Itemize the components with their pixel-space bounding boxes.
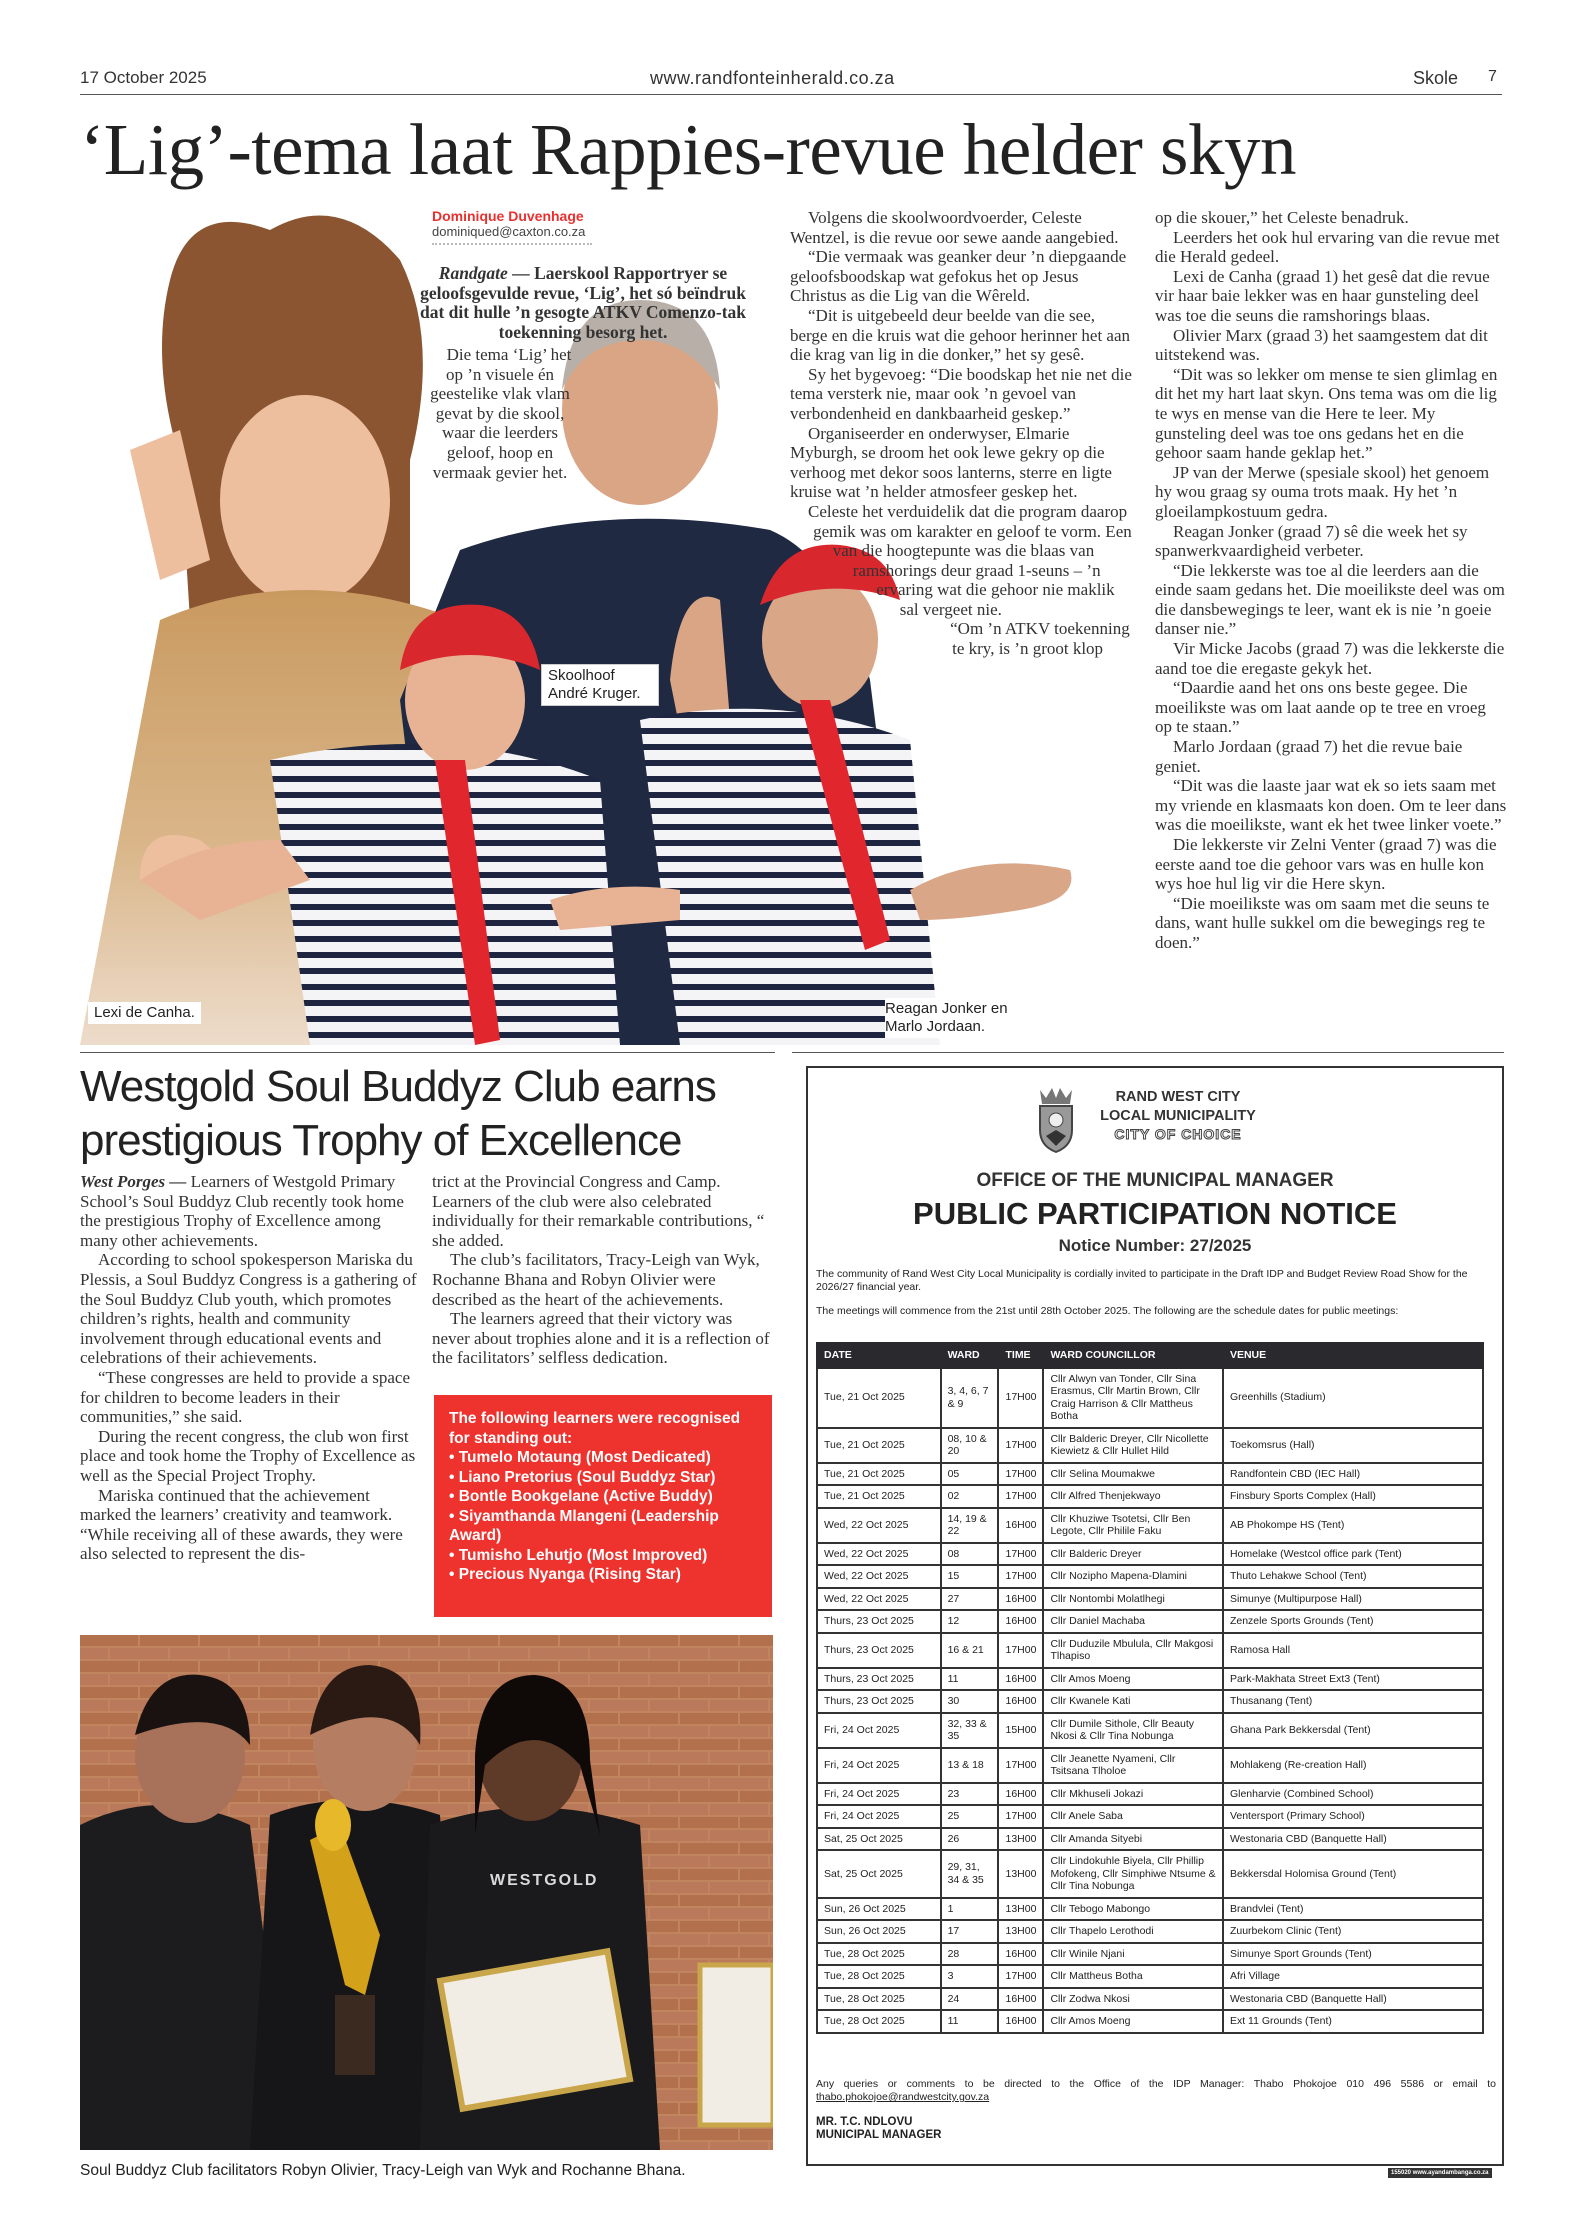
table-row: [817, 1610, 1483, 1633]
venue-cell: Zuurbekom Clinic (Tent): [1223, 1920, 1483, 1943]
notice-intro-2: The meetings will commence from the 21st until 28th October 2025. The following are the schedule dates for public meetings:: [816, 1305, 1399, 1317]
table-row: [817, 1428, 1483, 1463]
bullet-icon: •: [449, 1566, 459, 1583]
section-divider: [80, 1052, 775, 1053]
section-divider: [792, 1052, 1504, 1053]
date-cell: Fri, 24 Oct 2025: [817, 1783, 941, 1806]
recognised-learner: [449, 1448, 757, 1468]
time-cell: 13H00: [998, 1850, 1043, 1898]
councillor-cell: Cllr Winile Njani: [1043, 1943, 1222, 1966]
time-cell: 17H00: [998, 1633, 1043, 1668]
paragraph: Die lekkerste vir Zelni Venter (graad 7) was die eerste aand toe die gehoor vars was en hulle kon wys hoe hul lig vir die Here skyn.: [1155, 835, 1497, 894]
section-name: Skole: [1413, 68, 1459, 88]
date-cell: Sat, 25 Oct 2025: [817, 1828, 941, 1851]
org-line-1: RAND WEST CITY: [1115, 1089, 1241, 1105]
article2-column-1: [80, 1172, 418, 1564]
lead-dateline: Randgate —: [438, 263, 530, 283]
schedule-table-wrap: [816, 1342, 1484, 2034]
table-row: [817, 2010, 1483, 2033]
venue-cell: Simunye (Multipurpose Hall): [1223, 1588, 1483, 1611]
ward-cell: 02: [941, 1485, 999, 1508]
table-row: [817, 1463, 1483, 1486]
learner-award: Siyamthanda Mlangeni (Leadership Award): [449, 1507, 719, 1544]
venue-cell: Ghana Park Bekkersdal (Tent): [1223, 1713, 1483, 1748]
councillor-cell: Cllr Lindokuhle Biyela, Cllr Phillip Mofokeng, Cllr Simphiwe Ntsume & Cllr Tina Nobunga: [1043, 1850, 1222, 1898]
paragraph: “Dit was die laaste jaar wat ek so iets saam met my vriende en klasmaats kon doen. Om te leer dans was die moeilikste, want ek het twee linker voete.”: [1155, 776, 1507, 835]
councillor-cell: Cllr Mattheus Botha: [1043, 1965, 1222, 1988]
recognised-learner: [449, 1487, 757, 1507]
ward-cell: 05: [941, 1463, 999, 1486]
councillor-cell: Cllr Anele Saba: [1043, 1805, 1222, 1828]
ward-cell: 1: [941, 1898, 999, 1921]
paragraph: “Om ’n ATKV toekenning te kry, is ’n groot klop: [950, 619, 1130, 659]
ward-cell: 11: [941, 2010, 999, 2033]
paragraph: “Dit is uitgebeeld deur beelde van die see, berge en die kruis wat die gehoor herinner het aan die krag van lig in die donker,” het sy gesê.: [790, 305, 1131, 365]
date-cell: Thurs, 23 Oct 2025: [817, 1610, 941, 1633]
paragraph: JP van der Merwe (spesiale skool) het genoem hy wou graag sy ouma trots maak. Hy het ’n gloeilampkostuum gedra.: [1155, 462, 1490, 521]
time-cell: 16H00: [998, 1588, 1043, 1611]
issue-date: 17 October 2025: [80, 68, 207, 87]
date-cell: Tue, 28 Oct 2025: [817, 2010, 941, 2033]
date-cell: Sun, 26 Oct 2025: [817, 1920, 941, 1943]
paragraph-text: Learners of Westgold Primary School’s Soul Buddyz Club recently took home the prestigious Trophy of Excellence among many other achievements.: [80, 1172, 404, 1250]
paragraph: Vir Micke Jacobs (graad 7) was die lekkerste die aand toe die eregaste gekyk het.: [1155, 639, 1505, 678]
recognised-learner: [449, 1507, 757, 1546]
time-cell: 17H00: [998, 1565, 1043, 1588]
date-cell: Wed, 22 Oct 2025: [817, 1508, 941, 1543]
paragraph: Olivier Marx (graad 3) het saamgestem dat dit uitstekend was.: [1155, 325, 1488, 365]
bullet-icon: •: [449, 1468, 459, 1486]
table-header-row: [817, 1343, 1483, 1368]
time-cell: 13H00: [998, 1920, 1043, 1943]
time-cell: 16H00: [998, 1988, 1043, 2011]
signatory-name: MR. T.C. NDLOVU: [816, 2116, 913, 2128]
venue-cell: Brandvlei (Tent): [1223, 1898, 1483, 1921]
ward-cell: 08: [941, 1543, 999, 1566]
date-cell: Tue, 21 Oct 2025: [817, 1428, 941, 1463]
photo-caption: Soul Buddyz Club facilitators Robyn Olivier, Tracy-Leigh van Wyk and Rochanne Bhana.: [80, 2162, 686, 2179]
venue-cell: Greenhills (Stadium): [1223, 1368, 1483, 1428]
learner-award: Precious Nyanga (Rising Star): [458, 1566, 681, 1583]
councillor-cell: Cllr Duduzile Mbulula, Cllr Makgosi Tlhapiso: [1043, 1633, 1222, 1668]
paragraph: “Daardie aand het ons ons beste gegee. Die moeilikste was om laat aande op te tree en vroeg op te staan.”: [1155, 678, 1486, 737]
ward-cell: 17: [941, 1920, 999, 1943]
ward-cell: 30: [941, 1690, 999, 1713]
table-row: [817, 1713, 1483, 1748]
queries-text: [816, 2078, 1496, 2104]
notice-title: PUBLIC PARTICIPATION NOTICE: [913, 1196, 1397, 1231]
ward-cell: 24: [941, 1988, 999, 2011]
table-row: [817, 1748, 1483, 1783]
date-cell: Tue, 21 Oct 2025: [817, 1368, 941, 1428]
venue-cell: AB Phokompe HS (Tent): [1223, 1508, 1483, 1543]
learner-award: Tumelo Motaung (Most Dedicated): [458, 1449, 711, 1466]
time-cell: 17H00: [998, 1965, 1043, 1988]
paragraph: “Die moeilikste was om saam met die seuns te dans, want hulle sukkel om die bewegings reg te doen.”: [1155, 893, 1490, 952]
org-line-2: LOCAL MUNICIPALITY: [1100, 1108, 1256, 1124]
ward-cell: 23: [941, 1783, 999, 1806]
time-cell: 17H00: [998, 1805, 1043, 1828]
councillor-cell: Cllr Mkhuseli Jokazi: [1043, 1783, 1222, 1806]
councillor-cell: Cllr Nontombi Molatlhegi: [1043, 1588, 1222, 1611]
column-header: TIME: [998, 1343, 1043, 1368]
councillor-cell: Cllr Jeanette Nyameni, Cllr Tsitsana Tlholoe: [1043, 1748, 1222, 1783]
ward-cell: 26: [941, 1828, 999, 1851]
article-column-2: [790, 208, 1132, 848]
time-cell: 13H00: [998, 1828, 1043, 1851]
contact-email-link[interactable]: thabo.phokojoe@randwestcity.gov.za: [816, 2091, 990, 2103]
bullet-icon: •: [449, 1507, 459, 1525]
venue-cell: Westonaria CBD (Banquette Hall): [1223, 1828, 1483, 1851]
venue-cell: Mohlakeng (Re-creation Hall): [1223, 1748, 1483, 1783]
time-cell: 17H00: [998, 1485, 1043, 1508]
councillor-cell: Cllr Nozipho Mapena-Dlamini: [1043, 1565, 1222, 1588]
table-row: [817, 1920, 1483, 1943]
article-column-3: [1155, 208, 1507, 953]
recognised-learner: [449, 1546, 757, 1566]
ward-cell: 32, 33 & 35: [941, 1713, 999, 1748]
column-header: WARD COUNCILLOR: [1043, 1343, 1222, 1368]
time-cell: 16H00: [998, 1690, 1043, 1713]
date-cell: Tue, 21 Oct 2025: [817, 1463, 941, 1486]
paragraph: Marlo Jordaan (graad 7) het die revue baie geniet.: [1155, 737, 1463, 776]
ward-cell: 14, 19 & 22: [941, 1508, 999, 1543]
ward-cell: 3, 4, 6, 7 & 9: [941, 1368, 999, 1428]
public-participation-notice: [806, 1066, 1504, 2166]
time-cell: 16H00: [998, 2010, 1043, 2033]
time-cell: 16H00: [998, 1943, 1043, 1966]
time-cell: 16H00: [998, 1610, 1043, 1633]
table-row: [817, 1668, 1483, 1691]
councillor-cell: Cllr Balderic Dreyer, Cllr Nicollette Kiewietz & Cllr Hullet Hild: [1043, 1428, 1222, 1463]
table-row: [817, 1368, 1483, 1428]
venue-cell: Toekomsrus (Hall): [1223, 1428, 1483, 1463]
learner-award: Bontle Bookgelane (Active Buddy): [458, 1488, 713, 1505]
date-cell: Tue, 28 Oct 2025: [817, 1988, 941, 2011]
paragraph: Organiseerder en onderwyser, Elmarie Myburgh, se droom het ook lewe gekry op die verhoog met dekor soos lanterns, sterre en ligte kruise wat ’n helder atmosfeer geskep het.: [790, 423, 1112, 502]
table-row: [817, 1828, 1483, 1851]
date-cell: Tue, 28 Oct 2025: [817, 1943, 941, 1966]
notice-intro-1: The community of Rand West City Local Municipality is cordially invited to participate in the Draft IDP and Budget Review Road Show for the 2026/27 financial year.: [816, 1268, 1468, 1293]
time-cell: 17H00: [998, 1748, 1043, 1783]
date-cell: Thurs, 23 Oct 2025: [817, 1690, 941, 1713]
venue-cell: Bekkersdal Holomisa Ground (Tent): [1223, 1850, 1483, 1898]
column-header: WARD: [941, 1343, 999, 1368]
councillor-cell: Cllr Alwyn van Tonder, Cllr Sina Erasmus, Cllr Martin Brown, Cllr Craig Harrison & Cllr Mattheus Botha: [1043, 1368, 1222, 1428]
time-cell: 16H00: [998, 1508, 1043, 1543]
ward-cell: 28: [941, 1943, 999, 1966]
table-row: [817, 1690, 1483, 1713]
venue-cell: Afri Village: [1223, 1965, 1483, 1988]
table-row: [817, 1543, 1483, 1566]
date-cell: Fri, 24 Oct 2025: [817, 1713, 941, 1748]
councillor-cell: Cllr Alfred Thenjekwayo: [1043, 1485, 1222, 1508]
paragraph: trict at the Provincial Congress and Camp. Learners of the club were also celebrated individually for their remarkable contributions, “ she added.: [432, 1172, 765, 1250]
municipality-name: [1088, 1088, 1268, 1142]
time-cell: 17H00: [998, 1543, 1043, 1566]
venue-cell: Ext 11 Grounds (Tent): [1223, 2010, 1483, 2033]
recognised-learner: [449, 1468, 757, 1488]
paragraph: According to school spokesperson Mariska du Plessis, a Soul Buddyz Congress is a gathering of the Soul Buddyz Club youth, which promotes children’s rights, health and community involvement through educational events and celebrations of their achievements.: [80, 1250, 417, 1368]
schedule-table: [816, 1342, 1484, 2034]
bullet-icon: •: [449, 1449, 459, 1466]
councillor-cell: Cllr Daniel Machaba: [1043, 1610, 1222, 1633]
photo-caption-girl: Lexi de Canha.: [88, 1002, 201, 1024]
ward-cell: 08, 10 & 20: [941, 1428, 999, 1463]
dateline: West Porges —: [80, 1172, 187, 1191]
table-row: [817, 1850, 1483, 1898]
paragraph: “Dit was so lekker om mense te sien glimlag en dit het my hart laat skyn. Ons tema was om die lig te wys en mense van die Here te leer. My gunsteling deel was toe ons gedans het en die gehoor saam hande geklap het.”: [1155, 364, 1498, 463]
article-headline: ‘Lig’-tema laat Rappies-revue helder skyn: [80, 109, 1296, 190]
time-cell: 17H00: [998, 1428, 1043, 1463]
time-cell: 13H00: [998, 1898, 1043, 1921]
paragraph: Leerders het ook hul ervaring van die revue met die Herald gedeel.: [1155, 227, 1500, 267]
ward-cell: 3: [941, 1965, 999, 1988]
paragraph: Lexi de Canha (graad 1) het gesê dat die revue vir haar baie lekker was en haar gunsteling deel was toe die seuns die ramshorings blaas.: [1155, 266, 1490, 325]
venue-cell: Glenharvie (Combined School): [1223, 1783, 1483, 1806]
date-cell: Wed, 22 Oct 2025: [817, 1543, 941, 1566]
councillor-cell: Cllr Selina Moumakwe: [1043, 1463, 1222, 1486]
signature-block: [816, 2116, 941, 2142]
ward-cell: 15: [941, 1565, 999, 1588]
signatory-title: MUNICIPAL MANAGER: [816, 2129, 942, 2141]
paragraph: Mariska continued that the achievement marked the learners’ creativity and teamwork. “While receiving all of these awards, they were also selected to represent the dis-: [80, 1485, 403, 1564]
venue-cell: Finsbury Sports Complex (Hall): [1223, 1485, 1483, 1508]
table-row: [817, 1588, 1483, 1611]
councillor-cell: Cllr Khuziwe Tsotetsi, Cllr Ben Legote, Cllr Philile Faku: [1043, 1508, 1222, 1543]
paragraph: [80, 1172, 418, 1250]
venue-cell: Randfontein CBD (IEC Hall): [1223, 1463, 1483, 1486]
table-row: [817, 1898, 1483, 1921]
author-name: Dominique Duvenhage: [432, 208, 584, 224]
table-row: [817, 1783, 1483, 1806]
time-cell: 15H00: [998, 1713, 1043, 1748]
ward-cell: 12: [941, 1610, 999, 1633]
paragraph: Die tema ‘Lig’ het op ’n visuele én geestelike vlak vlam gevat by die skool, waar die leerders geloof, hoop en vermaak gevier het.: [430, 345, 572, 482]
venue-cell: Homelake (Westcol office park (Tent): [1223, 1543, 1483, 1566]
paragraph: During the recent congress, the club won first place and took home the Trophy of Excellence as well as the Special Project Trophy.: [80, 1426, 416, 1485]
bullet-icon: •: [449, 1488, 459, 1505]
table-row: [817, 1965, 1483, 1988]
time-cell: 17H00: [998, 1368, 1043, 1428]
byline-divider: [432, 243, 592, 245]
table-row: [817, 1485, 1483, 1508]
column-header: DATE: [817, 1343, 941, 1368]
date-cell: Thurs, 23 Oct 2025: [817, 1633, 941, 1668]
ward-cell: 13 & 18: [941, 1748, 999, 1783]
ward-cell: 29, 31, 34 & 35: [941, 1850, 999, 1898]
table-row: [817, 1508, 1483, 1543]
article2-column-2: [432, 1172, 774, 1368]
table-row: [817, 1805, 1483, 1828]
ward-cell: 27: [941, 1588, 999, 1611]
page-number: 7: [1488, 68, 1497, 85]
venue-cell: Zenzele Sports Grounds (Tent): [1223, 1610, 1483, 1633]
byline: [432, 208, 752, 245]
councillor-cell: Cllr Thapelo Lerothodi: [1043, 1920, 1222, 1943]
date-cell: Thurs, 23 Oct 2025: [817, 1668, 941, 1691]
header-divider: [80, 94, 1502, 95]
venue-cell: Thuto Lehakwe School (Tent): [1223, 1565, 1483, 1588]
table-row: [817, 1565, 1483, 1588]
paragraph: “Die lekkerste was toe al die leerders aan die einde saam gedans het. Die moeilikste deel was om die dansbewegings te leer, want ek is nie ’n goeie danser nie.”: [1155, 560, 1505, 639]
councillor-cell: Cllr Zodwa Nkosi: [1043, 1988, 1222, 2011]
recognised-learner: [449, 1565, 757, 1585]
venue-cell: Ventersport (Primary School): [1223, 1805, 1483, 1828]
venue-cell: Ramosa Hall: [1223, 1633, 1483, 1668]
councillor-cell: Cllr Tebogo Mabongo: [1043, 1898, 1222, 1921]
ward-cell: 25: [941, 1805, 999, 1828]
time-cell: 16H00: [998, 1783, 1043, 1806]
paragraph: “Die vermaak was geanker deur ’n diepgaande geloofsboodskap wat gefokus het op Jesus Christus as die Lig van die Wêreld.: [790, 247, 1127, 306]
venue-cell: Park-Makhata Street Ext3 (Tent): [1223, 1668, 1483, 1691]
time-cell: 16H00: [998, 1668, 1043, 1691]
date-cell: Tue, 21 Oct 2025: [817, 1485, 941, 1508]
date-cell: Wed, 22 Oct 2025: [817, 1588, 941, 1611]
date-cell: Wed, 22 Oct 2025: [817, 1565, 941, 1588]
venue-cell: Westonaria CBD (Banquette Hall): [1223, 1988, 1483, 2011]
website-link[interactable]: www.randfonteinherald.co.za: [650, 68, 895, 88]
soul-buddyz-photo: [80, 1635, 773, 2150]
bullet-icon: •: [449, 1546, 459, 1564]
photo-caption-boys: Reagan Jonker en Marlo Jordaan.: [885, 998, 1045, 1038]
agency-tag: 155020 www.ayandambanga.co.za: [1388, 2168, 1492, 2178]
paragraph: Sy het bygevoeg: “Die boodskap het nie net die tema versterk nie, maar ook ’n gevoel van verbondenheid en dankbaarheid geskep.”: [790, 364, 1132, 423]
councillor-cell: Cllr Amanda Sityebi: [1043, 1828, 1222, 1851]
councillor-cell: Cllr Dumile Sithole, Cllr Beauty Nkosi & Cllr Tina Nobunga: [1043, 1713, 1222, 1748]
date-cell: Sat, 25 Oct 2025: [817, 1850, 941, 1898]
councillor-cell: Cllr Amos Moeng: [1043, 1668, 1222, 1691]
paragraph: op die skouer,” het Celeste benadruk.: [1155, 208, 1409, 227]
paragraph: Volgens die skoolwoordvoerder, Celeste Wentzel, is die revue oor sewe aande aangebied.: [790, 208, 1119, 247]
box-title: The following learners were recognised for standing out:: [449, 1410, 741, 1447]
ward-cell: 16 & 21: [941, 1633, 999, 1668]
councillor-cell: Cllr Amos Moeng: [1043, 2010, 1222, 2033]
intro-paragraph: [420, 345, 580, 482]
author-email[interactable]: dominiqued@caxton.co.za: [432, 224, 586, 239]
recognised-learners-box: [434, 1395, 772, 1617]
table-row: [817, 1633, 1483, 1668]
paragraph: Reagan Jonker (graad 7) sê die week het sy spanwerkvaardigheid verbeter.: [1155, 521, 1468, 561]
municipal-crest-icon: [1034, 1086, 1078, 1156]
date-cell: Fri, 24 Oct 2025: [817, 1805, 941, 1828]
paragraph: The learners agreed that their victory was never about trophies alone and it is a reflection of the facilitators’ selfless dedication.: [432, 1309, 770, 1368]
councillor-cell: Cllr Balderic Dreyer: [1043, 1543, 1222, 1566]
lead-text: Laerskool Rapportryer se geloofsgevulde revue, ‘Lig’, het só beïndruk dat dit hulle ’n gesogte ATKV Comenzo-tak toekenning besorg het.: [419, 263, 747, 342]
shirt-text: WESTGOLD: [490, 1872, 599, 1889]
queries-sentence: Any queries or comments to be directed to the Office of the IDP Manager: Thabo Phokojoe 010 496 5586 or email to: [816, 2078, 1496, 2090]
notice-number: Notice Number: 27/2025: [1058, 1236, 1252, 1255]
paragraph: The club’s facilitators, Tracy-Leigh van Wyk, Rochanne Bhana and Robyn Olivier were described as the heart of the achievements.: [432, 1250, 760, 1309]
table-row: [817, 1988, 1483, 2011]
date-cell: Fri, 24 Oct 2025: [817, 1748, 941, 1783]
paragraph: “These congresses are held to provide a space for children to become leaders in their communities,” she said.: [80, 1367, 411, 1427]
learner-award: Tumisho Lehutjo (Most Improved): [458, 1546, 708, 1564]
date-cell: Tue, 28 Oct 2025: [817, 1965, 941, 1988]
ward-cell: 11: [941, 1668, 999, 1691]
article-lead: [418, 264, 748, 342]
office-title: OFFICE OF THE MUNICIPAL MANAGER: [976, 1170, 1334, 1191]
learner-award: Liano Pretorius (Soul Buddyz Star): [458, 1468, 716, 1486]
venue-cell: Simunye Sport Grounds (Tent): [1223, 1943, 1483, 1966]
table-row: [817, 1943, 1483, 1966]
slogan: CITY OF CHOICE: [1114, 1126, 1242, 1142]
venue-cell: Thusanang (Tent): [1223, 1690, 1483, 1713]
photo-caption-principal: Skoolhoof André Kruger.: [541, 664, 659, 706]
article2-headline: Westgold Soul Buddyz Club earns prestigious Trophy of Excellence: [80, 1062, 716, 1165]
councillor-cell: Cllr Kwanele Kati: [1043, 1690, 1222, 1713]
paragraph: Celeste het verduidelik dat die program daarop gemik was om karakter en geloof te vorm. Een van die hoogtepunte was die blaas van ramshorings deur graad 1-seuns – ’n ervaring wat die gehoor nie maklik sal vergeet nie.: [808, 501, 1132, 619]
column-header: VENUE: [1223, 1343, 1483, 1368]
time-cell: 17H00: [998, 1463, 1043, 1486]
date-cell: Sun, 26 Oct 2025: [817, 1898, 941, 1921]
